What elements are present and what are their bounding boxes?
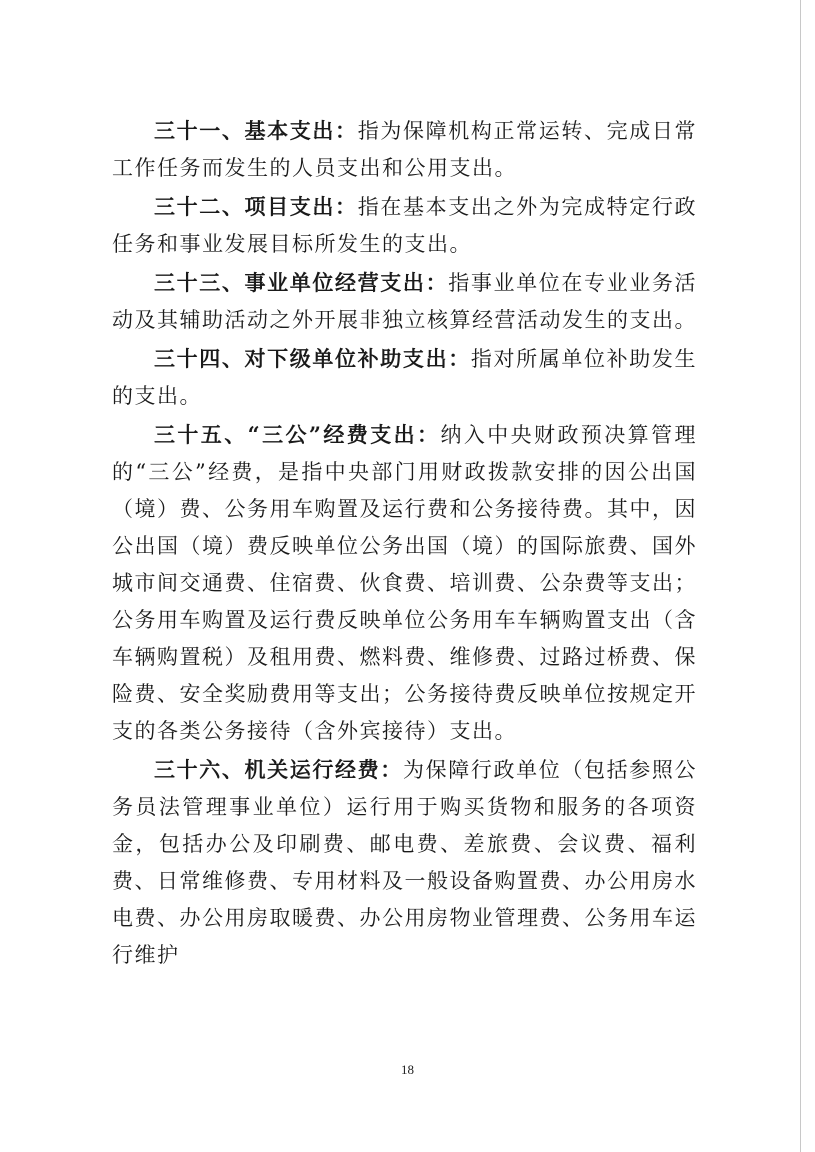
term-definition: 指在基本支出之外为完成特定行政任务和事业发展目标所发生的支出。: [112, 195, 698, 256]
paragraph-agency-operating-funds: [112, 751, 697, 974]
term-label: 三十五、“三公”经费支出：: [154, 422, 441, 447]
paragraph-operating-expenditure: [112, 264, 697, 339]
term-definition: 指对所属单位补助发生的支出。: [112, 347, 698, 408]
paragraph-three-public-expenditure: [112, 416, 697, 750]
term-label: 三十二、项目支出：: [154, 194, 358, 219]
paragraph-subsidy-expenditure: [112, 340, 697, 415]
page-number: 18: [401, 1062, 414, 1077]
term-label: 三十六、机关运行经费：: [154, 757, 403, 782]
scan-edge-line: [800, 0, 801, 1152]
term-definition: 为保障行政单位（包括参照公务员法管理事业单位）运行用于购买货物和服务的各项资金，包括办公及印刷费、邮电费、差旅费、会议费、福利费、日常维修费、专用材料及一般设备购置费、办公用房水电费、办公用房取暖费、办公用房物业管理费、公务用车运行维护: [112, 758, 698, 967]
term-label: 三十一、基本支出：: [154, 118, 358, 143]
term-definition: 指为保障机构正常运转、完成日常工作任务而发生的人员支出和公用支出。: [112, 119, 698, 180]
paragraph-project-expenditure: [112, 188, 697, 263]
term-label: 三十三、事业单位经营支出：: [154, 270, 449, 295]
document-body: [112, 112, 697, 974]
term-definition: 纳入中央财政预决算管理的“三公”经费，是指中央部门用财政拨款安排的因公出国（境）费、公务用车购置及运行费和公务接待费。其中，因公出国（境）费反映单位公务出国（境）的国际旅费、国外城市间交通费、住宿费、伙食费、培训费、公杂费等支出；公务用车购置及运行费反映单位公务用车车辆购置支出（含车辆购置税）及租用费、燃料费、维修费、过路过桥费、保险费、安全奖励费用等支出；公务接待费反映单位按规定开支的各类公务接待（含外宾接待）支出。: [112, 423, 697, 743]
term-definition: 指事业单位在专业业务活动及其辅助活动之外开展非独立核算经营活动发生的支出。: [112, 271, 698, 332]
paragraph-basic-expenditure: [112, 112, 697, 187]
term-label: 三十四、对下级单位补助支出：: [154, 346, 471, 371]
